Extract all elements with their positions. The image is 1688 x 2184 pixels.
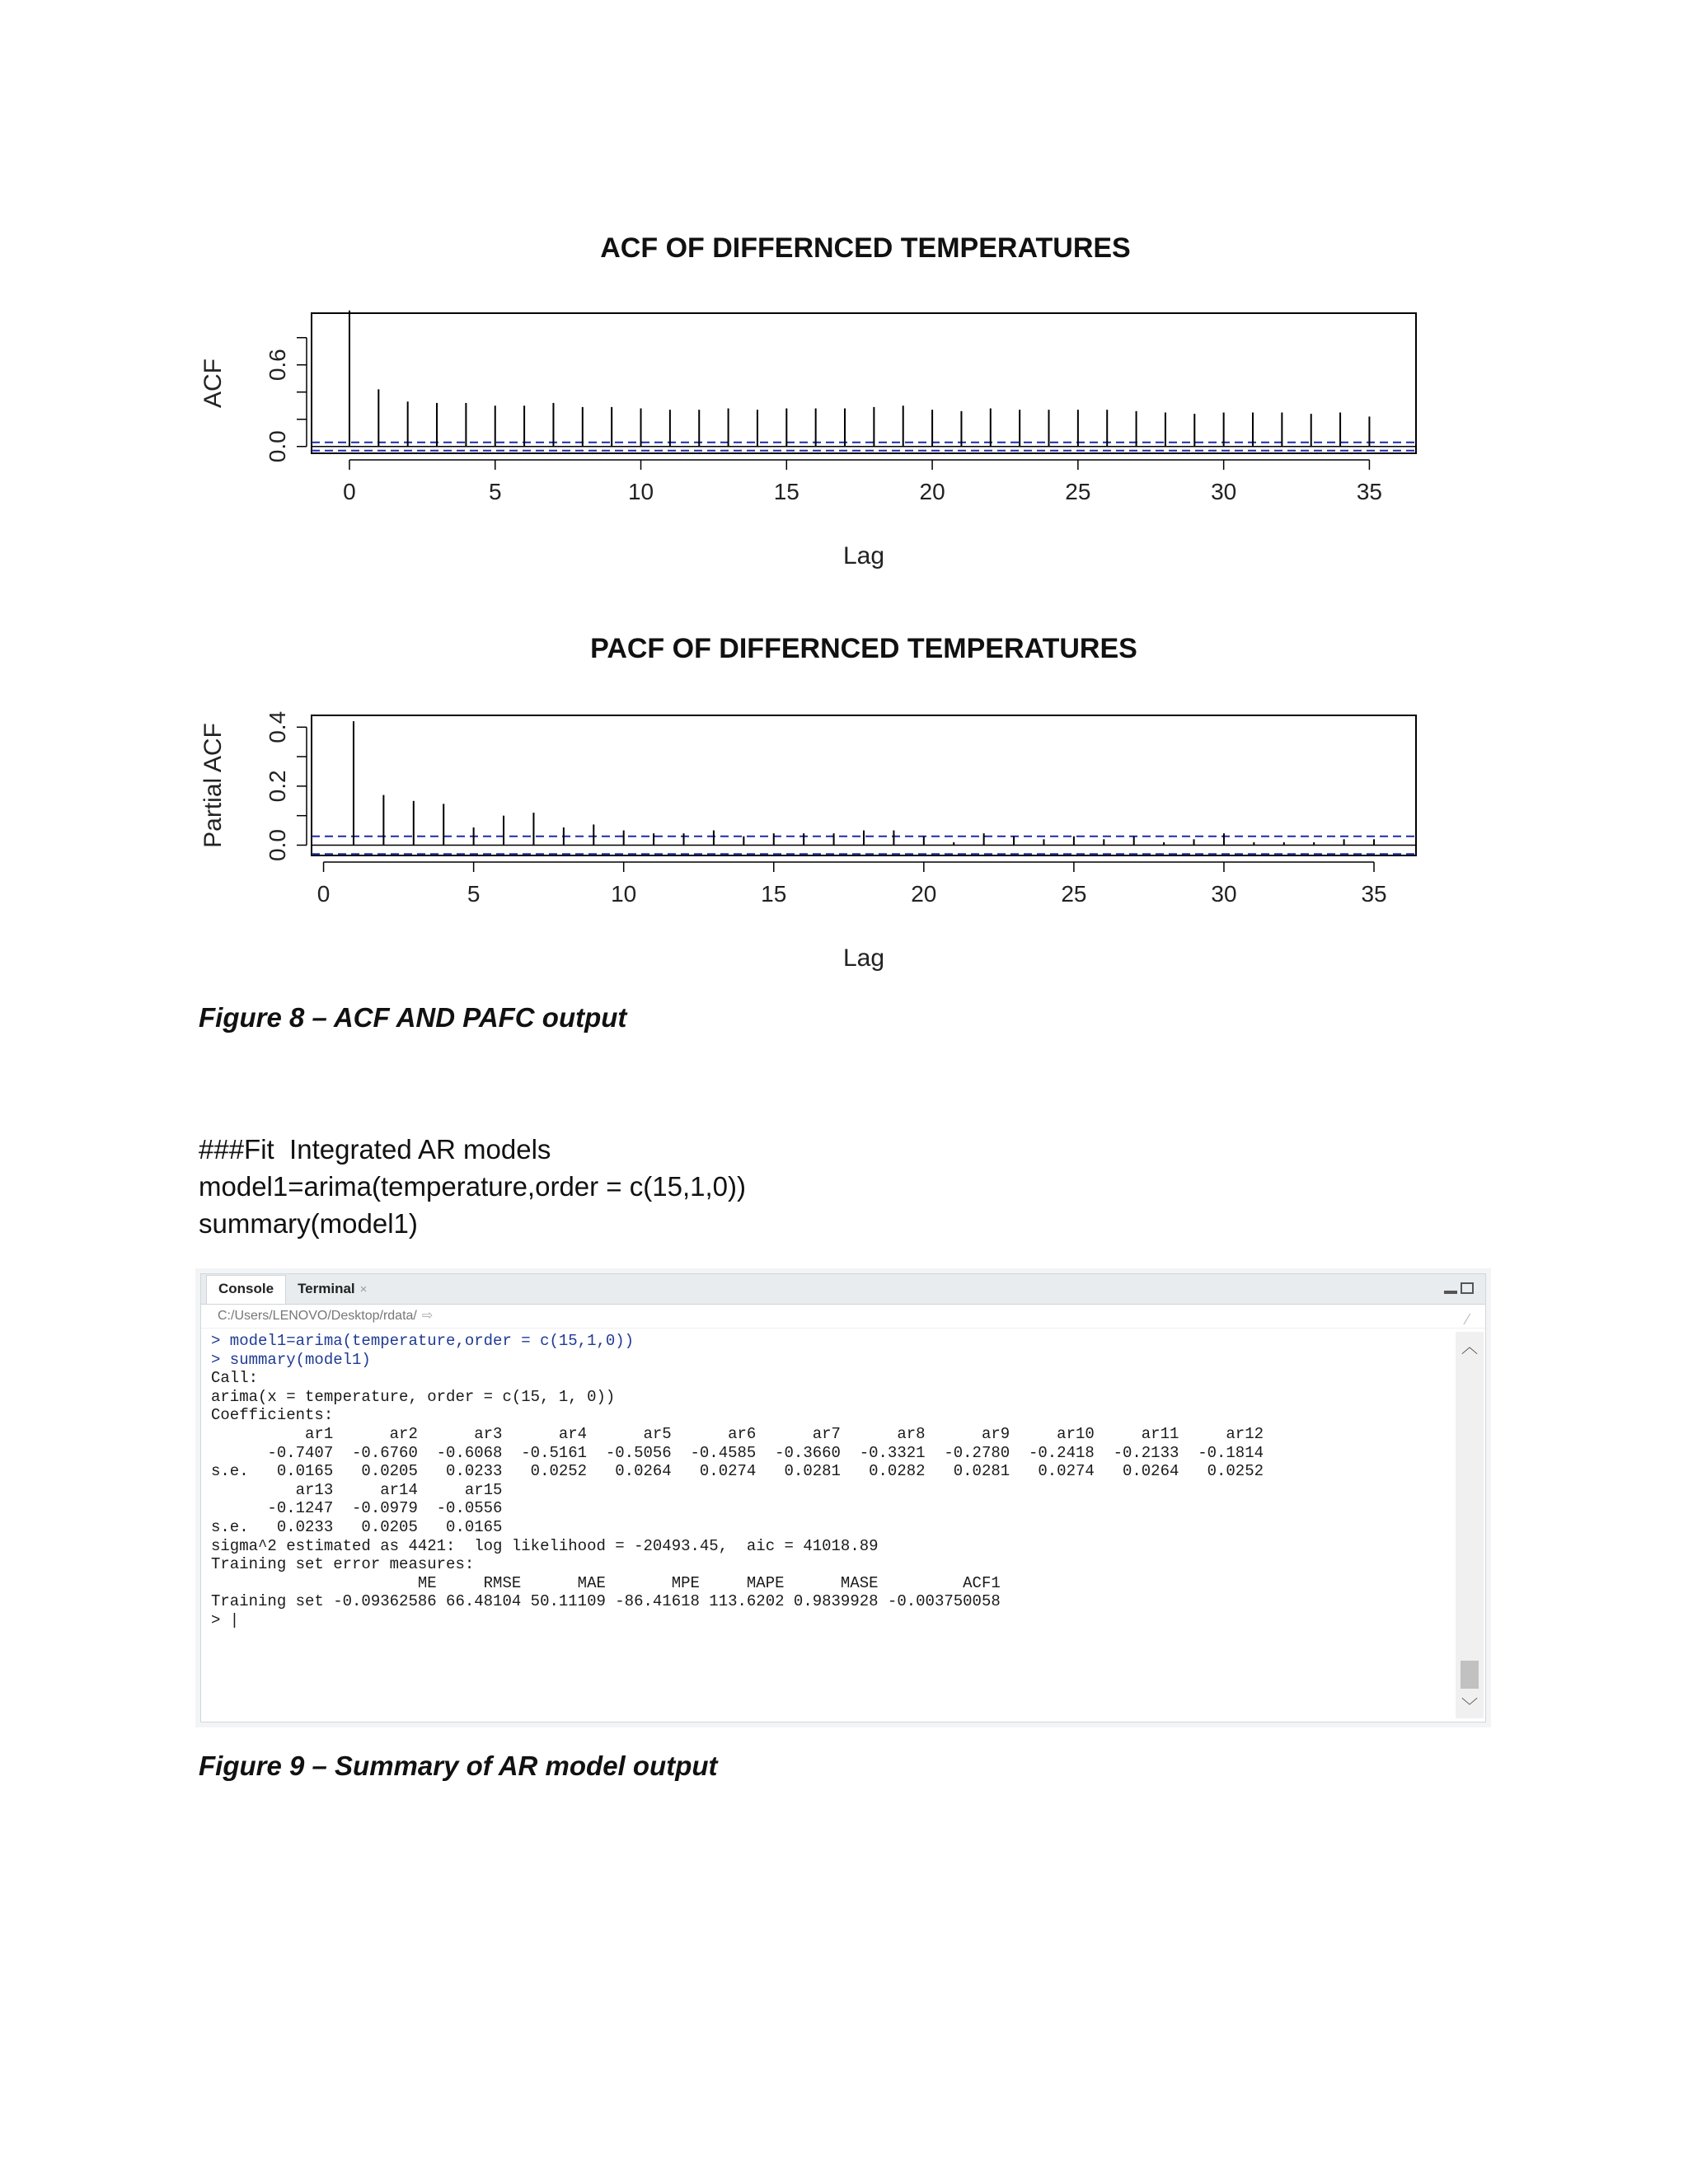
close-icon[interactable]: × — [359, 1282, 368, 1296]
x-tick-label: 5 — [467, 881, 481, 907]
console-line: sigma^2 estimated as 4421: log likelihood = -20493.45, aic = 41018.89 — [211, 1536, 879, 1555]
x-tick-label: 10 — [627, 479, 654, 504]
working-directory-path[interactable]: C:/Users/LENOVO/Desktop/rdata/ — [218, 1309, 417, 1323]
x-tick-label: 15 — [773, 479, 799, 504]
console-line: > summary(model1) — [211, 1350, 371, 1369]
code-line: ###Fit Integrated AR models — [199, 1134, 551, 1165]
minimize-icon[interactable] — [1444, 1291, 1457, 1294]
x-tick-label: 10 — [611, 881, 637, 907]
x-tick-label: 0 — [316, 881, 331, 907]
r-code-block — [199, 1131, 746, 1242]
console-line: arima(x = temperature, order = c(15, 1, 0)) — [211, 1387, 616, 1406]
acf-chart-svg — [196, 224, 1515, 603]
console-line: -0.1247 -0.0979 -0.0556 — [211, 1499, 503, 1518]
console-line: -0.7407 -0.6760 -0.6068 -0.5161 -0.5056 -0.4585 -0.3660 -0.3321 -0.2780 -0.2418 -0.2133 -0.1814 — [211, 1443, 1264, 1462]
x-tick-label: 25 — [1065, 479, 1091, 504]
x-tick-label: 15 — [761, 881, 787, 907]
x-tick-label: 20 — [919, 479, 945, 504]
chevron-down-icon[interactable]: ﹀ — [1461, 1698, 1478, 1716]
acf-plot-frame — [312, 313, 1416, 453]
broom-icon[interactable]: ⁄ — [1465, 1311, 1469, 1328]
tab-console-label: Console — [218, 1281, 274, 1296]
x-tick-label: 30 — [1211, 479, 1237, 504]
y-tick-label: 0.2 — [265, 770, 290, 803]
x-tick-label: 25 — [1061, 881, 1087, 907]
scrollbar-thumb[interactable] — [1461, 1661, 1479, 1689]
console-line: > model1=arima(temperature,order = c(15,1,0)) — [211, 1332, 635, 1350]
pacf-chart-title: PACF OF DIFFERNCED TEMPERATURES — [590, 633, 1137, 664]
x-tick-label: 5 — [488, 479, 502, 504]
tab-terminal-label: Terminal — [298, 1281, 355, 1296]
console-line: Call: — [211, 1369, 259, 1388]
tab-terminal[interactable] — [286, 1276, 378, 1304]
console-line: Training set -0.09362586 66.48104 50.11109 -86.41618 113.6202 0.9839928 -0.003750058 — [211, 1592, 1001, 1611]
y-tick-label: 0.6 — [265, 349, 290, 382]
figure-9-caption: Figure 9 – Summary of AR model output — [199, 1750, 718, 1781]
y-tick-label: 0.0 — [265, 430, 290, 463]
console-line: ar13 ar14 ar15 — [211, 1480, 503, 1499]
acf-x-axis-label: Lag — [842, 542, 885, 569]
x-tick-label: 0 — [343, 479, 356, 504]
window-controls — [1444, 1282, 1474, 1294]
y-tick-label: 0.0 — [265, 829, 290, 861]
pacf-chart-svg — [196, 626, 1515, 1005]
tab-console[interactable] — [206, 1275, 286, 1304]
chevron-up-icon[interactable]: ︿ — [1461, 1338, 1478, 1357]
pacf-y-axis-label: Partial ACF — [199, 723, 227, 848]
acf-y-axis-label: ACF — [199, 359, 227, 408]
r-console-panel — [200, 1273, 1486, 1722]
go-to-directory-icon[interactable]: ⇨ — [421, 1309, 434, 1323]
x-tick-label: 35 — [1356, 479, 1383, 504]
acf-chart — [196, 224, 1515, 603]
acf-chart-title: ACF OF DIFFERNCED TEMPERATURES — [600, 232, 1131, 264]
console-tab-bar — [201, 1274, 1485, 1305]
console-line: s.e. 0.0165 0.0205 0.0233 0.0252 0.0264 0.0274 0.0281 0.0282 0.0281 0.0274 0.0264 0.0252 — [211, 1462, 1264, 1481]
pacf-chart — [196, 626, 1515, 1005]
pacf-x-axis-label: Lag — [842, 944, 885, 972]
y-tick-label: 0.4 — [265, 710, 290, 743]
x-tick-label: 35 — [1361, 881, 1387, 907]
console-line: > | — [211, 1610, 240, 1629]
console-line: ar1 ar2 ar3 ar4 ar5 ar6 ar7 ar8 ar9 ar10 ar11 ar12 — [211, 1424, 1264, 1443]
code-line: model1=arima(temperature,order = c(15,1,0)) — [199, 1171, 746, 1202]
x-tick-label: 20 — [911, 881, 937, 907]
console-output[interactable] — [211, 1332, 1451, 1718]
figure-8-caption: Figure 8 – ACF AND PAFC output — [199, 1002, 627, 1033]
code-line: summary(model1) — [199, 1208, 418, 1239]
maximize-icon[interactable] — [1461, 1282, 1474, 1294]
console-line: ME RMSE MAE MPE MAPE MASE ACF1 — [211, 1573, 1001, 1592]
console-scrollbar[interactable] — [1456, 1332, 1484, 1718]
console-line: Coefficients: — [211, 1406, 334, 1425]
console-line: s.e. 0.0233 0.0205 0.0165 — [211, 1517, 503, 1536]
x-tick-label: 30 — [1211, 881, 1237, 907]
console-line: Training set error measures: — [211, 1555, 475, 1574]
working-directory-bar — [201, 1305, 1485, 1329]
